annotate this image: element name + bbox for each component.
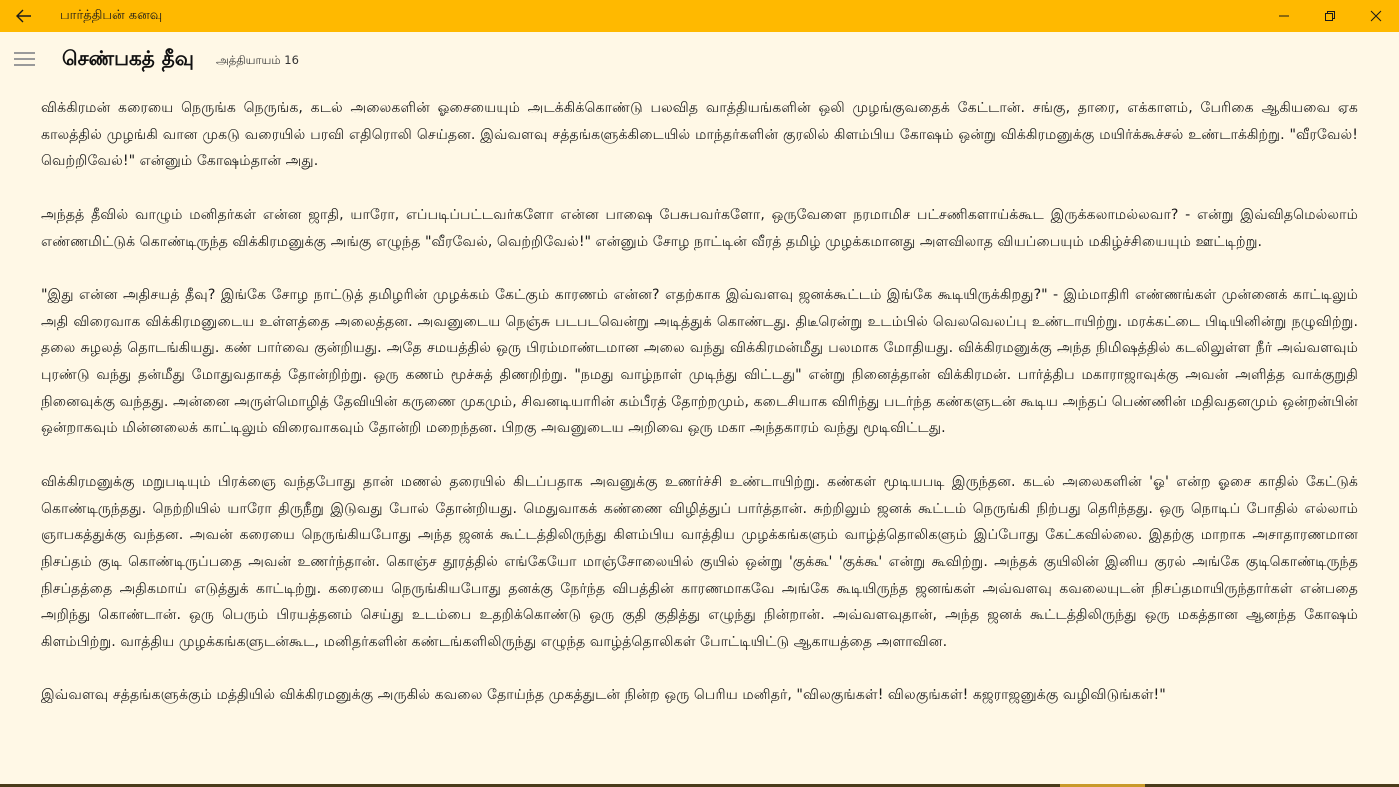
hamburger-icon-line <box>14 58 35 60</box>
title-bar <box>0 0 1399 32</box>
minimize-button[interactable] <box>1261 0 1307 32</box>
paragraph: அந்தத் தீவில் வாழும் மனிதர்கள் என்ன ஜாதி, யாரோ, எப்படிப்பட்டவர்களோ என்ன பாஷை பேசுபவர்களோ, ஒருவேளை நரமாமிச பட்சணிகளாய்க்கூட இருக்கலாமல்லவா? - என்று இவ்விதமெல்லாம் எண்ணமிட்டுக் கொண்டிருந்த விக்கிரமனுக்கு அங்கு எழுந்த "வீரவேல், வெற்றிவேல்!" என்னும் சோழ நாட்டின் வீரத் தமிழ் முழக்கமானது அளவிலாத வியப்பையும் மகிழ்ச்சியையும் ஊட்டிற்று. <box>41 206 1358 250</box>
back-button[interactable] <box>0 0 48 32</box>
paragraph: "இது என்ன அதிசயத் தீவு? இங்கே சோழ நாட்டுத் தமிழரின் முழக்கம் கேட்கும் காரணம் என்ன? எதற்காக இவ்வளவு ஜனக்கூட்டம் இங்கே கூடியிருக்கிறது?" - இம்மாதிரி எண்ணங்கள் முன்னைக் காட்டிலும் அதி விரைவாக விக்கிரமனுடைய உள்ளத்தை அலைத்தன. அவனுடைய நெஞ்சு படபடவென்று அடித்துக் கொண்டது. திடீரென்று உடம்பில் வெலவெலப்பு உண்டாயிற்று. மரக்கட்டை பிடியினின்று நழுவிற்று. தலை சுழலத் தொடங்கியது. கண் பார்வை குன்றியது. அதே சமயத்தில் ஒரு பிரம்மாண்டமான அலை வந்து விக்கிரமன்மீது பலமாக மோதியது. விக்கிரமனுக்கு அந்த நிமிஷத்தில் கடலிலுள்ள நீர் அவ்வளவும் புரண்டு வந்து தன்மீது மோதுவதாகத் தோன்றிற்று. ஒரு கணம் மூச்சுத் திணறிற்று. "நமது வாழ்நாள் முடிந்து விட்டது" என்று நினைத்தான் விக்கிரமன். பார்த்திப மகாராஜாவுக்கு அவன் அளித்த வாக்குறுதி நினைவுக்கு வந்தது. அன்னை அருள்மொழித் தேவியின் கருணை முகமும், சிவனடியாரின் கம்பீரத் தோற்றமும், கடைசியாக விரிந்து படர்ந்த கண்களுடன் கூடிய அந்தப் பெண்ணின் மதிவதனமும் ஒன்றன்பின் ஒன்றாகவும் மின்னலைக் காட்டிலும் விரைவாகவும் தோன்றி மறைந்தன. பிறகு அவனுடைய அறிவை ஒரு மகா அந்தகாரம் வந்து மூடிவிட்டது. <box>41 286 1358 437</box>
hamburger-icon <box>14 52 35 54</box>
paragraph: இவ்வளவு சத்தங்களுக்கும் மத்தியில் விக்கிரமனுக்கு அருகில் கவலை தோய்ந்த முகத்துடன் நின்ற ஒரு பெரிய மனிதர், "விலகுங்கள்! விலகுங்கள்! கஜராஜனுக்கு வழிவிடுங்கள்!" <box>41 687 1166 704</box>
app-title: பார்த்திபன் கனவு <box>60 8 163 23</box>
close-icon <box>1370 10 1382 22</box>
chapter-number: அத்தியாயம் 16 <box>215 52 299 67</box>
chapter-header <box>0 32 1399 86</box>
minimize-icon <box>1278 10 1290 22</box>
menu-button[interactable] <box>0 35 48 83</box>
reading-content[interactable] <box>41 95 1358 785</box>
restore-icon <box>1324 10 1336 22</box>
paragraph: விக்கிரமன் கரையை நெருங்க நெருங்க, கடல் அலைகளின் ஓசையையும் அடக்கிக்கொண்டு பலவித வாத்தியங்களின் ஒலி முழங்குவதைக் கேட்டான். சங்கு, தாரை, எக்காளம், பேரிகை ஆகியவை ஏக காலத்தில் முழங்கி வான முகடு வரையில் பரவி எதிரொலி செய்தன. இவ்வளவு சத்தங்களுக்கிடையில் மாந்தர்களின் குரலில் கிளம்பிய கோஷம் ஒன்று விக்கிரமனுக்கு மயிர்க்கூச்சல் உண்டாக்கிற்று. "வீரவேல்! வெற்றிவேல்!" என்னும் கோஷம்தான் அது. <box>41 100 1358 170</box>
chapter-title: செண்பகத் தீவு <box>62 45 194 70</box>
paragraph: விக்கிரமனுக்கு மறுபடியும் பிரக்ஞை வந்தபோது தான் மணல் தரையில் கிடப்பதாக அவனுக்கு உணர்ச்சி உண்டாயிற்று. கண்கள் மூடியபடி இருந்தன. கடல் அலைகளின் 'ஓ' என்ற ஓசை காதில் கேட்டுக் கொண்டிருந்தது. நெற்றியில் யாரோ திருநீறு இடுவது போல் தோன்றியது. மெதுவாகக் கண்ணை விழித்துப் பார்த்தான். சுற்றிலும் ஜனக் கூட்டம் நெருங்கி நிற்பது தெரிந்தது. ஒரு நொடிப் போதில் எல்லாம் ஞாபகத்துக்கு வந்தன. அவன் கரையை நெருங்கியபோது அந்த ஜனக் கூட்டத்திலிருந்து கிளம்பிய வாத்திய முழக்கங்களும் வாழ்த்தொலிகளும் இப்போது கேட்கவில்லை. இதற்கு மாறாக அசாதாரணமான நிசப்தம் குடி கொண்டிருப்பதை அவன் உணர்ந்தான். கொஞ்ச தூரத்தில் எங்கேயோ மாஞ்சோலையில் குயில் ஒன்று 'குக்கூ' 'குக்கூ' என்று கூவிற்று. அந்தக் குயிலின் இனிய குரல் அங்கே குடிகொண்டிருந்த நிசப்தத்தை அதிகமாய் எடுத்துக் காட்டிற்று. கரையை நெருங்கியபோது தனக்கு நேர்ந்த விபத்தின் காரணமாகவே அங்கே கூடியிருந்த ஜனங்கள் அவ்வளவு கவலையுடன் நிசப்தமாயிருந்தார்கள் என்பதை அறிந்து கொண்டான். ஒரு பெரும் பிரயத்தனம் செய்து உடம்பை உதறிக்கொண்டு ஒரு குதி குதித்து எழுந்து நின்றான். அவ்வளவுதான், அந்த ஜனக் கூட்டத்திலிருந்து ஒரு மகத்தான ஆனந்த கோஷம் கிளம்பிற்று. வாத்திய முழக்கங்களுடன்கூட, மனிதர்களின் கண்டங்களிலிருந்து எழுந்த வாழ்த்தொலிகள் போட்டியிட்டு ஆகாயத்தை அளாவின. <box>41 473 1358 651</box>
window-controls <box>1261 0 1399 32</box>
hamburger-icon-line <box>14 64 35 66</box>
restore-button[interactable] <box>1307 0 1353 32</box>
arrow-left-icon <box>16 9 32 23</box>
close-button[interactable] <box>1353 0 1399 32</box>
